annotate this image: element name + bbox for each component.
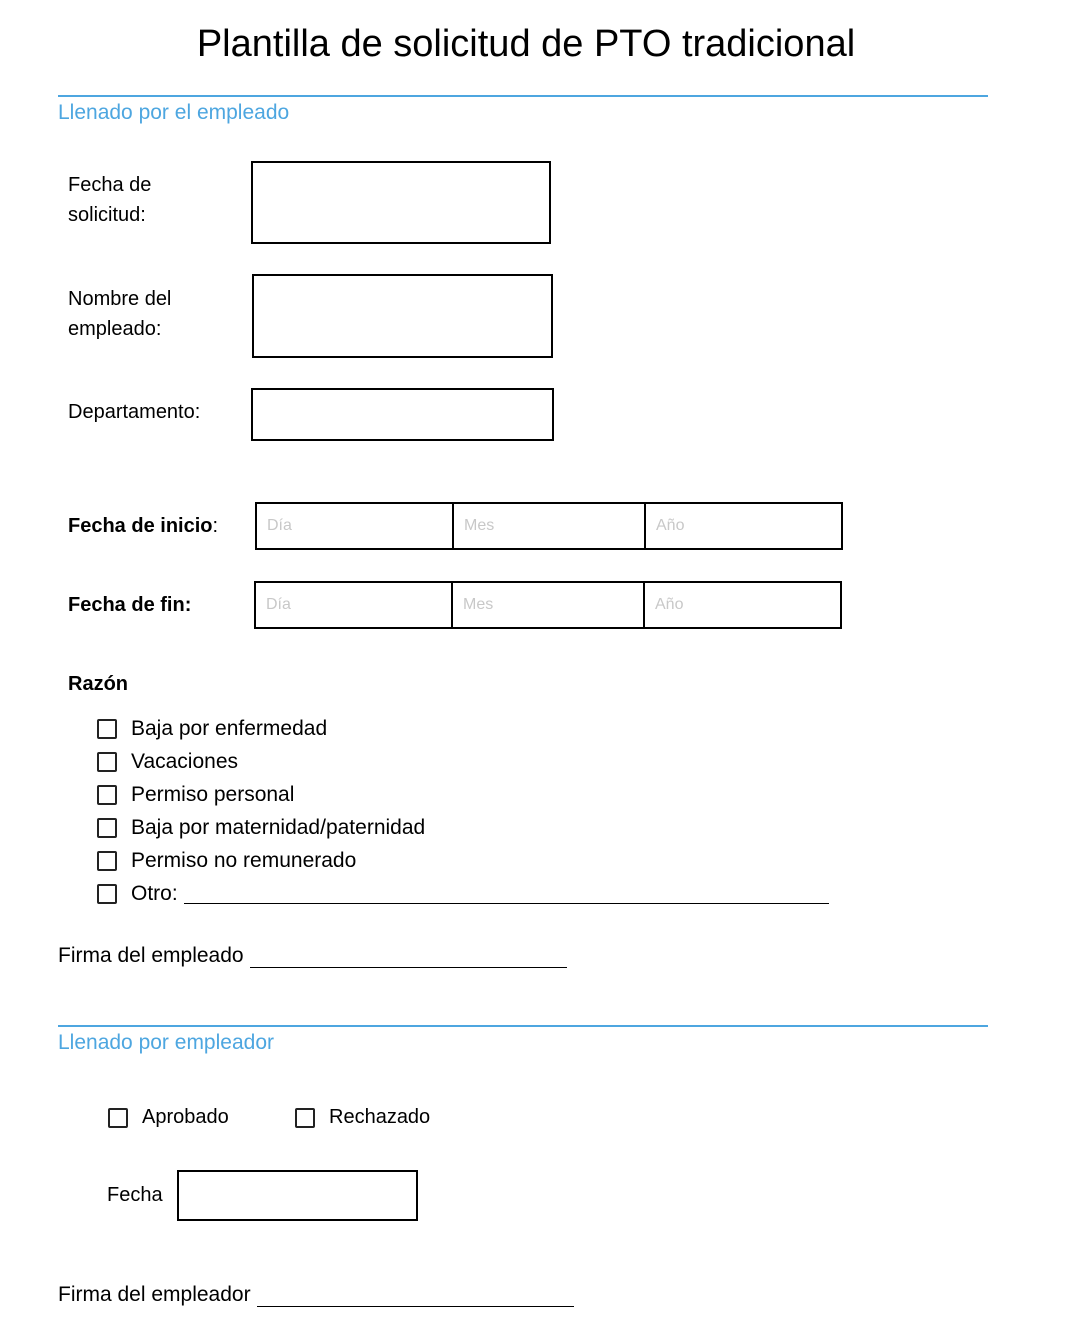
department-input[interactable] [251, 388, 554, 441]
reason-option-vacation[interactable]: Vacaciones [97, 745, 829, 778]
checkbox-icon[interactable] [97, 851, 117, 871]
start-date-label: Fecha de inicio: [68, 515, 219, 537]
reason-option-sick-leave[interactable]: Baja por enfermedad [97, 712, 829, 745]
start-date-month-input[interactable] [454, 504, 646, 548]
reason-option-personal-leave[interactable]: Permiso personal [97, 778, 829, 811]
employer-signature: Firma del empleador [58, 1283, 574, 1307]
end-date-day-input[interactable] [256, 583, 453, 627]
request-date-label: Fecha de solicitud: [68, 174, 152, 226]
reason-option-unpaid-leave[interactable]: Permiso no remunerado [97, 844, 829, 877]
department-label: Departamento: [68, 401, 201, 423]
checkbox-icon[interactable] [108, 1108, 128, 1128]
employer-date-input[interactable] [177, 1170, 418, 1221]
start-date-fields [255, 502, 843, 550]
employee-name-input[interactable] [252, 274, 553, 358]
end-date-year-input[interactable] [645, 583, 840, 627]
employer-signature-line[interactable] [257, 1287, 574, 1307]
start-date-day-input[interactable] [257, 504, 454, 548]
section-divider-employer [58, 1025, 988, 1027]
checkbox-icon[interactable] [97, 818, 117, 838]
reason-list [97, 712, 829, 910]
end-date-fields [254, 581, 842, 629]
reason-option-parental-leave[interactable]: Baja por maternidad/paternidad [97, 811, 829, 844]
end-date-label: Fecha de fin: [68, 594, 192, 616]
checkbox-icon[interactable] [97, 884, 117, 904]
reason-heading: Razón [68, 673, 128, 695]
rejected-option[interactable]: Rechazado [295, 1101, 430, 1134]
checkbox-icon[interactable] [97, 719, 117, 739]
section-heading-employee: Llenado por el empleado [58, 101, 290, 124]
request-date-input[interactable] [251, 161, 551, 244]
employee-name-label: Nombre del empleado: [68, 288, 172, 340]
checkbox-icon[interactable] [97, 785, 117, 805]
employer-date-label: Fecha [107, 1184, 163, 1206]
employee-signature: Firma del empleado [58, 944, 567, 968]
section-divider-employee [58, 95, 988, 97]
reason-option-other[interactable]: Otro: [97, 877, 829, 910]
end-date-month-input[interactable] [453, 583, 645, 627]
document-title: Plantilla de solicitud de PTO tradicional [196, 23, 856, 65]
approved-option[interactable]: Aprobado [108, 1101, 229, 1134]
other-reason-blank-line[interactable] [184, 884, 829, 904]
section-heading-employer: Llenado por empleador [58, 1031, 274, 1054]
employee-signature-line[interactable] [250, 948, 567, 968]
start-date-year-input[interactable] [646, 504, 841, 548]
checkbox-icon[interactable] [97, 752, 117, 772]
checkbox-icon[interactable] [295, 1108, 315, 1128]
